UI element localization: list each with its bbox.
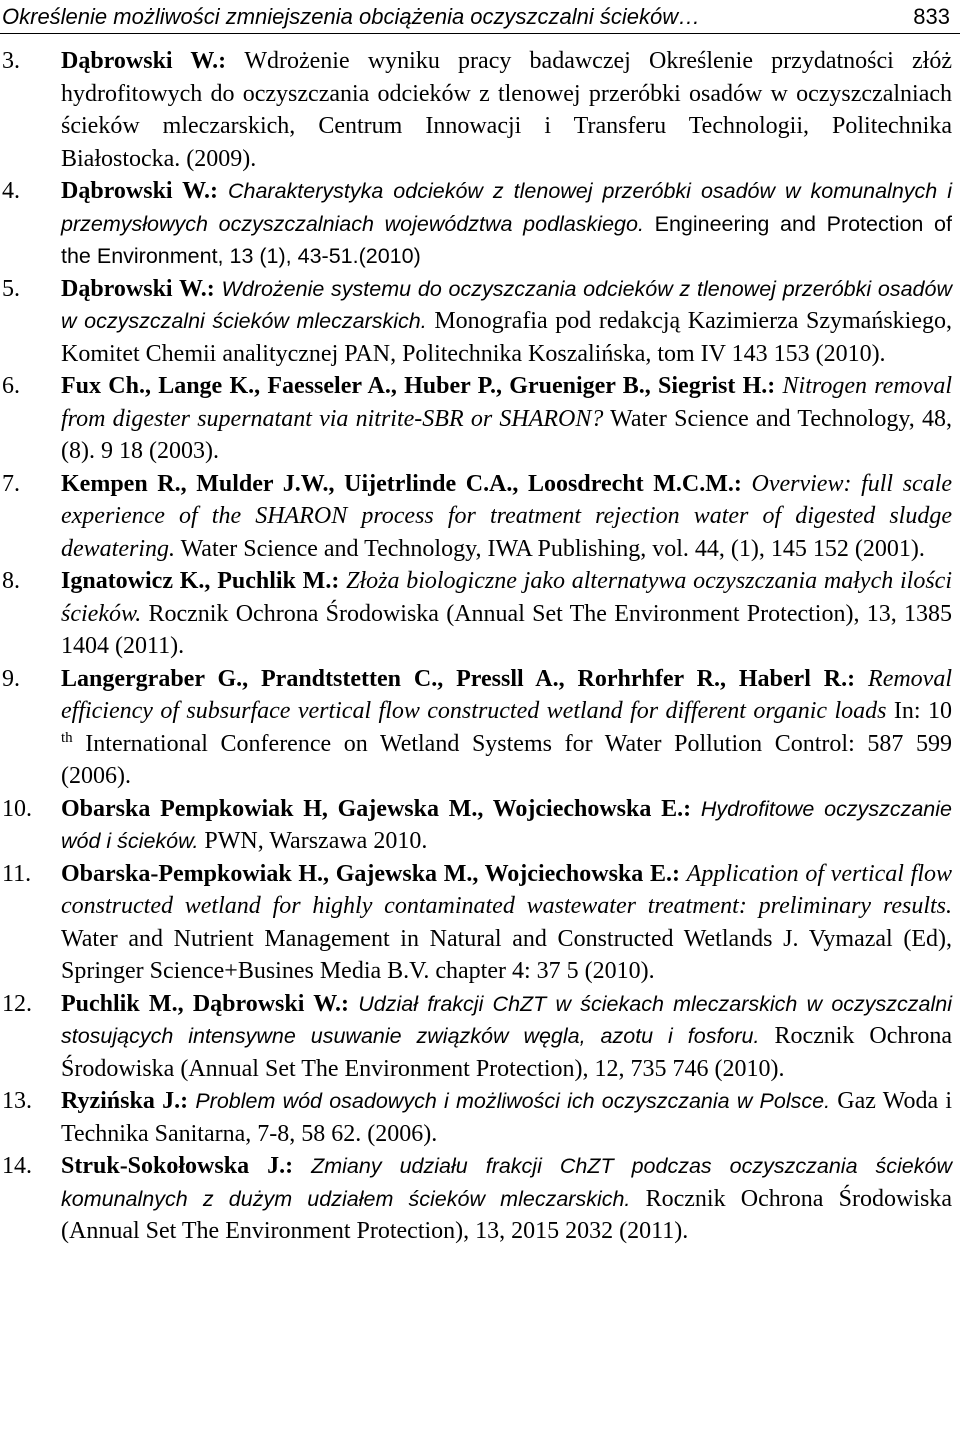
reference-details: Rocznik Ochrona Środowiska (Annual Set The Environment Protection), 12, 735 746 (2010).: [61, 1023, 953, 1082]
reference-title: Nitrogen removal from digester supernatant via nitrite-SBR or SHARON?: [61, 373, 952, 432]
reference-number: 11.: [2, 860, 32, 887]
reference-number: 9.: [2, 665, 20, 692]
reference-details: Gaz Woda i Technika Sanitarna, 7-8, 58 62. (2006).: [61, 1088, 952, 1147]
reference-item: [0, 663, 952, 793]
reference-details: Water Science and Technology, IWA Publishing, vol. 44, (1), 145 152 (2001).: [175, 535, 925, 562]
reference-title: Wdrożenie systemu do oczyszczania odcieków z tlenowej przeróbki osadów w oczyszczalni ścieków mleczarskich.: [61, 276, 952, 333]
reference-authors: Obarska Pempkowiak H, Gajewska M., Wojciechowska E.: [61, 795, 684, 822]
reference-details: Engineering and Protection of the Environment, 13 (1), 43-51.(2010): [61, 211, 952, 268]
reference-title: Application of vertical flow constructed wetland for highly contaminated wastewater treatment: preliminary results.: [61, 860, 952, 919]
reference-authors: Fux Ch., Lange K., Faesseler A., Huber P., Grueniger B., Siegrist H.: [61, 373, 768, 399]
reference-separator: :: [683, 795, 701, 822]
reference-number: 4.: [2, 178, 20, 204]
reference-number: 3.: [2, 48, 20, 74]
reference-title: Problem wód osadowych i możliwości ich oczyszczania w Polsce.: [195, 1089, 831, 1113]
reference-details: Rocznik Ochrona Środowiska (Annual Set The Environment Protection), 13, 2015 2032 (2011).: [61, 1185, 952, 1244]
reference-details: Water Science and Technology, 48, (8). 9 18 (2003).: [61, 405, 952, 464]
reference-authors: Ignatowicz K., Puchlik M.: [61, 568, 332, 594]
running-header: [0, 0, 960, 40]
reference-item: [0, 565, 952, 663]
reference-separator: :: [209, 178, 228, 204]
reference-title: Overview: full scale experience of the SHARON process for treatment rejection water of digested sludge dewatering.: [61, 470, 953, 562]
reference-title: Złoża biologiczne jako alternatywa oczyszczania małych ilości ścieków.: [61, 568, 952, 627]
reference-item: [0, 858, 952, 988]
reference-authors: Obarska-Pempkowiak H., Gajewska M., Wojciechowska E.: [61, 860, 672, 887]
reference-item: [0, 273, 952, 371]
reference-authors: Langergraber G., Prandtstetten C., Pressll A., Rorhrhfer R., Haberl R.: [61, 665, 848, 692]
reference-number: 6.: [2, 373, 20, 399]
reference-item: [0, 468, 952, 566]
reference-title: Charakterystyka odcieków z tlenowej przeróbki osadów w komunalnych i przemysłowych oczyszczalniach województwa podlaskiego.: [61, 179, 952, 236]
reference-details: International Conference on Wetland Systems for Water Pollution Control: 587 599 (2006).: [61, 730, 952, 789]
reference-separator: :: [206, 275, 222, 302]
reference-separator: :: [671, 860, 687, 887]
superscript: th: [61, 729, 73, 746]
reference-title: Hydrofitowe oczyszczanie wód i ścieków.: [61, 796, 952, 853]
reference-title: Udział frakcji ChZT w ściekach mleczarskich w oczyszczalni stosujących intensywne usuwanie związków węgla, azotu i fosforu.: [61, 991, 952, 1048]
reference-number: 14.: [2, 1153, 32, 1179]
reference-item: [0, 175, 952, 273]
reference-details-prefix: In: 10: [886, 698, 952, 724]
reference-separator: :: [180, 1088, 196, 1114]
reference-number: 10.: [2, 795, 32, 822]
reference-separator: :: [847, 665, 869, 692]
reference-item: [0, 370, 952, 468]
page-number: 833: [913, 4, 950, 29]
reference-title: Zmiany udziału frakcji ChZT podczas oczyszczania ścieków komunalnych z dużym udziałem ścieków mleczarskich.: [61, 1154, 952, 1211]
reference-separator: :: [218, 48, 245, 74]
running-title: Określenie możliwości zmniejszenia obciążenia oczyszczalni ścieków…: [2, 4, 701, 29]
reference-item: [0, 1085, 952, 1150]
reference-separator: :: [733, 470, 752, 497]
reference-authors: Kempen R., Mulder J.W., Uijetrlinde C.A., Loosdrecht M.C.M.: [61, 470, 734, 497]
reference-item: [0, 1150, 952, 1248]
reference-separator: :: [341, 990, 359, 1017]
reference-details: Wdrożenie wyniku pracy badawczej Określenie przydatności złóż hydrofitowych do oczyszczania odcieków z tlenowej przeróbki osadów w oczyszczalniach ścieków mleczarskich, Centrum Innowacji i Transferu Technologii, Politechnika Białostocka. (2009).: [61, 48, 952, 172]
reference-number: 12.: [2, 990, 32, 1017]
reference-number: 8.: [2, 568, 20, 594]
reference-list: [0, 45, 952, 1248]
reference-authors: Dąbrowski W.: [61, 48, 219, 74]
reference-separator: :: [285, 1153, 312, 1179]
reference-authors: Dąbrowski W.: [61, 178, 210, 204]
reference-authors: Ryzińska J.: [61, 1088, 181, 1114]
reference-details: Water and Nutrient Management in Natural and Constructed Wetlands J. Vymazal (Ed), Springer Science+Busines Media B.V. chapter 4: 37 5 (2010).: [61, 925, 952, 984]
reference-details: Monografia pod redakcją Kazimierza Szymańskiego, Komitet Chemii analitycznej PAN, Politechnika Koszalińska, tom IV 143 153 (2010).: [61, 308, 952, 367]
reference-details: PWN, Warszawa 2010.: [198, 828, 428, 854]
reference-item: [0, 793, 952, 858]
reference-item: [0, 45, 952, 175]
reference-number: 5.: [2, 275, 20, 302]
reference-number: 7.: [2, 470, 20, 497]
reference-title: Removal efficiency of subsurface vertical flow constructed wetland for different organic loads: [61, 665, 952, 724]
reference-authors: Struk-Sokołowska J.: [61, 1153, 286, 1179]
reference-item: [0, 988, 952, 1086]
reference-authors: Puchlik M., Dąbrowski W.: [61, 990, 342, 1017]
header-rule: [0, 33, 960, 34]
reference-separator: :: [767, 373, 783, 399]
reference-authors: Dąbrowski W.: [61, 275, 207, 302]
reference-details: Rocznik Ochrona Środowiska (Annual Set The Environment Protection), 13, 1385 1404 (2011).: [61, 600, 952, 659]
reference-separator: :: [331, 568, 347, 594]
reference-number: 13.: [2, 1088, 32, 1114]
